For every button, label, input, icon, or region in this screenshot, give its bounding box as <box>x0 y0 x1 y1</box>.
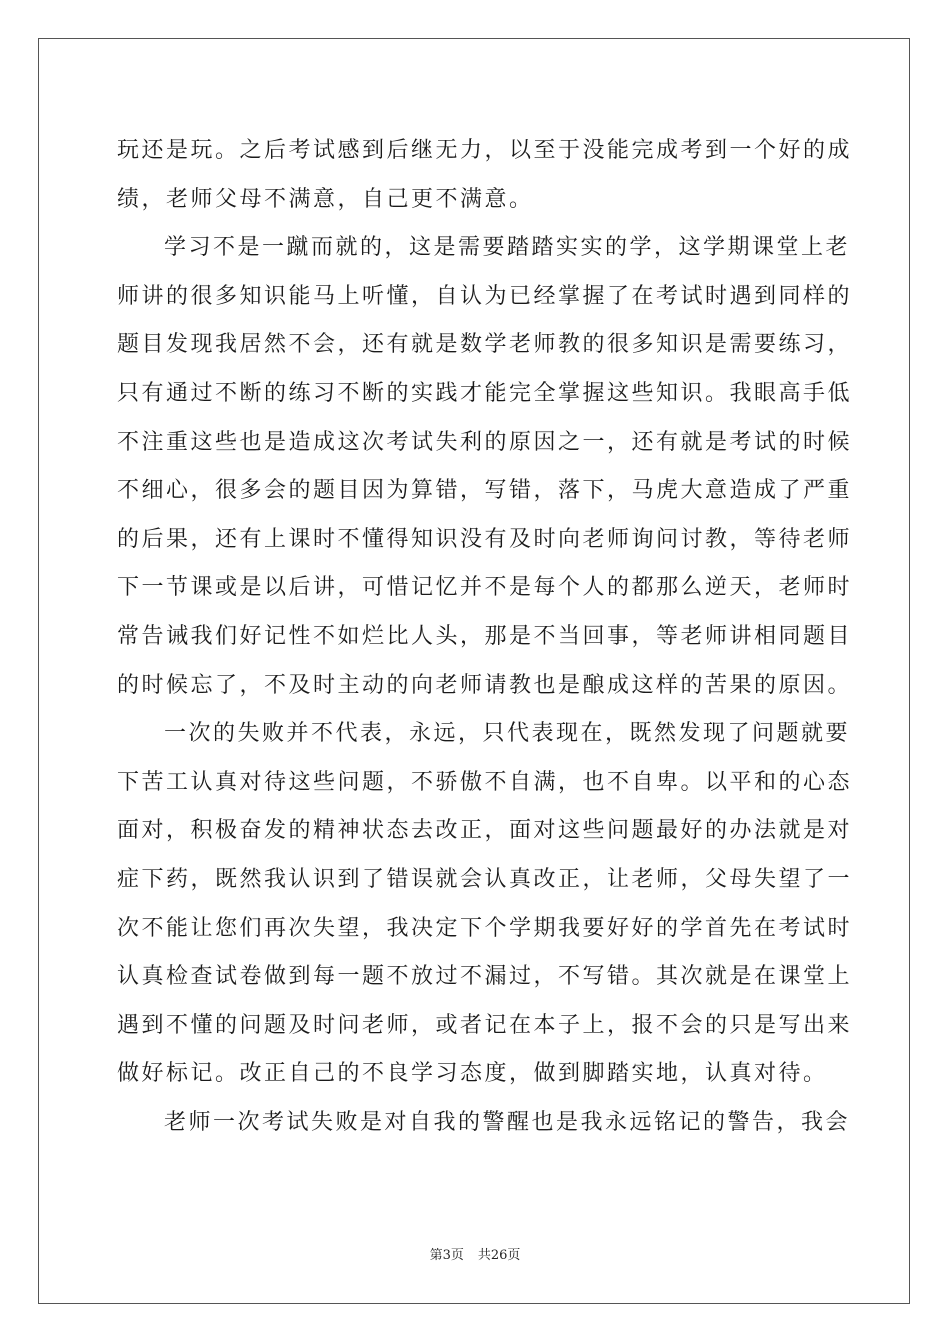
text-line: 绩，老师父母不满意，自己更不满意。 <box>117 186 534 212</box>
text-line: 遇到不懂的问题及时问老师，或者记在本子上，报不会的只是写出来 <box>117 1012 853 1038</box>
text-line: 下苦工认真对待这些问题，不骄傲不自满，也不自卑。以平和的心态 <box>117 769 853 795</box>
text-line: 面对，积极奋发的精神状态去改正，面对这些问题最好的办法就是对 <box>117 818 853 844</box>
text-line: 认真检查试卷做到每一题不放过不漏过，不写错。其次就是在课堂上 <box>117 964 853 990</box>
text-line: 师讲的很多知识能马上听懂，自认为已经掌握了在考试时遇到同样的 <box>117 283 853 309</box>
text-line: 题目发现我居然不会，还有就是数学老师教的很多知识是需要练习， <box>117 332 853 358</box>
paragraph-start-line: 学习不是一蹴而就的，这是需要踏踏实实的学，这学期课堂上老 <box>164 235 851 261</box>
paragraph-start-line: 一次的失败并不代表，永远，只代表现在，既然发现了问题就要 <box>164 721 851 747</box>
page-number: 第3页 <box>429 1248 464 1263</box>
text-line: 不细心，很多会的题目因为算错，写错，落下，马虎大意造成了严重 <box>117 478 853 504</box>
paragraph-start-line: 老师一次考试失败是对自我的警醒也是我永远铭记的警告，我会 <box>164 1109 851 1135</box>
text-line: 做好标记。改正自己的不良学习态度，做到脚踏实地，认真对待。 <box>117 1061 828 1087</box>
text-line: 下一节课或是以后讲，可惜记忆并不是每个人的都那么逆天，老师时 <box>117 575 853 601</box>
text-line: 次不能让您们再次失望，我决定下个学期我要好好的学首先在考试时 <box>117 915 853 941</box>
text-line: 玩还是玩。之后考试感到后继无力，以至于没能完成考到一个好的成 <box>117 138 853 163</box>
text-line: 不注重这些也是造成这次考试失利的原因之一，还有就是考试的时候 <box>117 429 853 455</box>
page-total: 共26页 <box>477 1248 521 1263</box>
text-line: 的后果，还有上课时不懂得知识没有及时向老师询问讨教，等待老师 <box>117 526 853 552</box>
page-footer <box>0 1244 950 1263</box>
text-line: 常告诫我们好记性不如烂比人头，那是不当回事，等老师讲相同题目 <box>117 623 853 649</box>
document-body <box>117 127 853 1147</box>
text-line: 只有通过不断的练习不断的实践才能完全掌握这些知识。我眼高手低 <box>117 380 853 406</box>
text-line: 症下药，既然我认识到了错误就会认真改正，让老师，父母失望了一 <box>117 866 853 892</box>
text-line: 的时候忘了，不及时主动的向老师请教也是酿成这样的苦果的原因。 <box>117 672 853 698</box>
